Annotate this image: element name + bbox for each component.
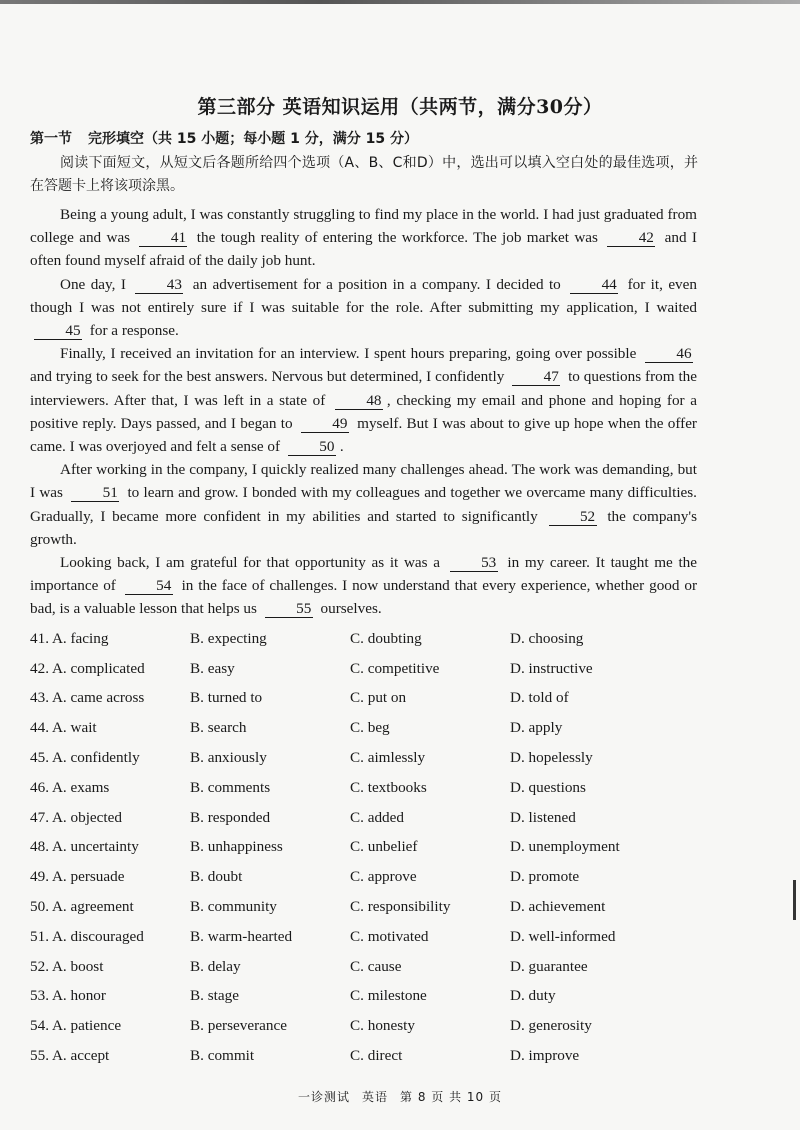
option-a: 47. A. objected — [30, 808, 122, 826]
option-a: 53. A. honor — [30, 987, 106, 1005]
passage-text: the company's growth. — [30, 507, 697, 548]
option-d: D. listened — [510, 808, 576, 826]
blank-41: 41 — [139, 230, 187, 247]
passage-text: for a response. — [86, 322, 179, 340]
blank-55: 55 — [265, 601, 313, 618]
option-d: D. promote — [510, 868, 580, 886]
option-b: B. anxiously — [190, 749, 267, 767]
passage-text: an advertisement for a position in a company. I decided to — [187, 275, 567, 293]
passage-text: in the face of challenges. I now understand that every experience, whether good or bad, is a valuable lesson that helps us — [30, 577, 697, 618]
option-row — [30, 803, 710, 833]
option-row — [30, 833, 710, 863]
option-d: D. apply — [510, 719, 563, 737]
option-c: C. direct — [350, 1047, 403, 1065]
blank-45: 45 — [34, 323, 82, 340]
option-a: 52. A. boost — [30, 957, 104, 975]
option-c: C. aimlessly — [350, 749, 426, 767]
footer-subject: 英语 — [362, 1090, 389, 1104]
blank-42: 42 — [607, 230, 655, 247]
passage-text: After working in the company, I quickly realized many challenges ahead. The work was demanding, but I was — [30, 461, 697, 502]
option-a: 48. A. uncertainty — [30, 838, 139, 856]
option-d: D. improve — [510, 1047, 580, 1065]
option-row — [30, 624, 710, 654]
option-c: C. textbooks — [350, 778, 427, 796]
option-a: 55. A. accept — [30, 1047, 110, 1065]
blank-48: 48 — [335, 393, 383, 410]
option-d: D. instructive — [510, 659, 593, 677]
option-row — [30, 952, 710, 982]
page-footer — [0, 1088, 800, 1105]
option-a: 50. A. agreement — [30, 898, 134, 916]
footer-exam: 一诊测试 — [297, 1090, 350, 1104]
passage-text: the tough reality of entering the workforce. The job market was — [191, 229, 604, 247]
option-row — [30, 773, 710, 803]
option-a: 45. A. confidently — [30, 749, 140, 767]
option-row — [30, 654, 710, 684]
option-d: D. duty — [510, 987, 556, 1005]
blank-50: 50 — [288, 439, 336, 456]
option-b: B. delay — [190, 957, 241, 975]
option-a: 41. A. facing — [30, 629, 109, 647]
section-name: 第一节 — [30, 131, 72, 147]
blank-53: 53 — [450, 555, 498, 572]
option-row — [30, 743, 710, 773]
option-a: 51. A. discouraged — [30, 927, 144, 945]
blank-44: 44 — [570, 277, 618, 294]
option-d: D. told of — [510, 689, 569, 707]
passage-text: to questions from the interviewers. After that, I was left in a state of — [30, 368, 698, 409]
option-b: B. comments — [190, 778, 271, 796]
paragraph-3 — [30, 342, 697, 458]
blank-51: 51 — [71, 485, 119, 502]
option-a: 49. A. persuade — [30, 868, 125, 886]
option-c: C. added — [350, 808, 404, 826]
option-d: D. questions — [510, 778, 586, 796]
option-b: B. responded — [190, 808, 271, 826]
option-b: B. commit — [190, 1047, 255, 1065]
cloze-passage — [30, 203, 697, 621]
passage-text: and trying to seek for the best answers. Nervous but determined, I confidently — [30, 368, 509, 386]
footer-page-number: 第 8 页 共 10 页 — [400, 1090, 502, 1104]
option-b: B. perseverance — [190, 1017, 287, 1035]
option-row — [30, 713, 710, 743]
passage-text: Finally, I received an invitation for an interview. I spent hours preparing, going over possible — [60, 345, 641, 363]
option-row — [30, 982, 710, 1012]
passage-text: myself. But I was about to give up hope when the offer came. I was overjoyed and felt a sense of — [30, 414, 697, 456]
option-c: C. milestone — [350, 987, 427, 1005]
option-row — [30, 1041, 710, 1071]
paragraph-4 — [30, 458, 697, 551]
option-row — [30, 1011, 710, 1041]
option-a: 46. A. exams — [30, 778, 110, 796]
option-b: B. search — [190, 719, 247, 737]
option-d: D. achievement — [510, 898, 606, 916]
option-c: C. competitive — [350, 659, 440, 677]
passage-text: to learn and grow. I bonded with my colleagues and together we overcame many difficulties. Gradually, I became more confident in my abilities and started to significantly — [30, 484, 697, 525]
option-a: 43. A. came across — [30, 689, 145, 707]
option-a: 44. A. wait — [30, 719, 97, 737]
passage-text: . — [339, 438, 344, 456]
option-c: C. motivated — [350, 927, 429, 945]
blank-54: 54 — [125, 578, 173, 595]
passage-text: in my career. It taught me the importance of — [30, 554, 697, 595]
paragraph-2 — [30, 273, 697, 343]
option-b: B. unhappiness — [190, 838, 283, 856]
blank-43: 43 — [135, 277, 183, 294]
option-a: 54. A. patience — [30, 1017, 122, 1035]
option-c: C. unbelief — [350, 838, 418, 856]
passage-text: and I often found myself afraid of the daily job hunt. — [30, 229, 697, 270]
option-c: C. honesty — [350, 1017, 415, 1035]
scan-mark — [793, 880, 796, 920]
option-a: 42. A. complicated — [30, 659, 145, 677]
passage-text: , checking my email and phone and hoping for a positive reply. Days passed, and I began to — [30, 391, 697, 432]
option-b: B. community — [190, 898, 277, 916]
option-b: B. stage — [190, 987, 239, 1005]
blank-47: 47 — [512, 369, 560, 386]
option-row — [30, 892, 710, 922]
option-c: C. approve — [350, 868, 417, 886]
option-c: C. cause — [350, 957, 402, 975]
passage-text: ourselves. — [316, 600, 382, 618]
part-title: 第三部分 英语知识运用（共两节，满分30分） — [197, 96, 603, 118]
option-d: D. choosing — [510, 629, 584, 647]
option-b: B. doubt — [190, 868, 243, 886]
option-d: D. generosity — [510, 1017, 592, 1035]
option-c: C. doubting — [350, 629, 422, 647]
option-row — [30, 684, 710, 714]
instructions: 阅读下面短文，从短文后各题所给四个选项（A、B、C和D）中，选出可以填入空白处的最佳选项，并在答题卡上将该项涂黑。 — [30, 155, 698, 194]
section-heading: 完形填空（共 15 小题；每小题 1 分，满分 15 分） — [88, 131, 418, 147]
option-row — [30, 922, 710, 952]
passage-text: Being a young adult, I was constantly struggling to find my place in the world. I had just graduated from college and was — [30, 206, 697, 247]
option-row — [30, 862, 710, 892]
section-title — [30, 128, 418, 148]
page-edge — [0, 0, 800, 4]
blank-52: 52 — [549, 509, 597, 526]
option-c: C. put on — [350, 689, 407, 707]
paragraph-5 — [30, 551, 697, 621]
option-b: B. expecting — [190, 629, 267, 647]
answer-options — [30, 624, 710, 1071]
option-d: D. guarantee — [510, 957, 588, 975]
option-d: D. unemployment — [510, 838, 620, 856]
passage-text: for it, even though I was not entirely sure if I was suitable for the role. After submitting my application, I waited — [30, 275, 697, 316]
option-b: B. warm-hearted — [190, 927, 293, 945]
blank-46: 46 — [645, 346, 693, 363]
passage-text: Looking back, I am grateful for that opportunity as it was a — [60, 554, 446, 572]
option-c: C. responsibility — [350, 898, 451, 916]
blank-49: 49 — [301, 416, 349, 433]
option-b: B. easy — [190, 659, 235, 677]
option-d: D. hopelessly — [510, 749, 593, 767]
option-d: D. well-informed — [510, 927, 616, 945]
passage-text: One day, I — [60, 275, 132, 293]
option-b: B. turned to — [190, 689, 263, 707]
paragraph-1 — [30, 203, 697, 273]
option-c: C. beg — [350, 719, 390, 737]
